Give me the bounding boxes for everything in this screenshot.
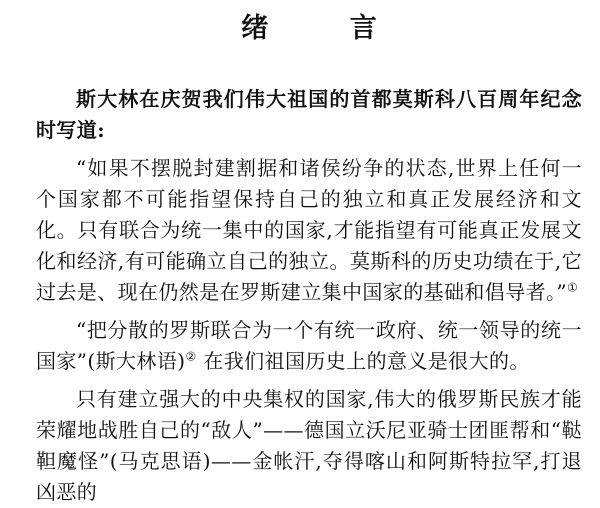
paragraph-3-tail: 在我们祖国历史上的意义是很大的。: [196, 349, 530, 373]
paragraph-2: [36, 153, 582, 308]
paragraph-2-text: “如果不摆脱封建割据和诸侯纷争的状态,世界上任何一个国家都不可能指望保持自己的独立和真正发展经济和文化。只有联合为统一集中的国家,才能指望有可能真正发展文化和经济,有可能确立自己的独立。莫斯科的历史功绩在于,它过去是、现在仍然是在罗斯建立集中国家的基础和倡导者。”: [36, 156, 582, 304]
footnote-1: ①: [567, 280, 579, 295]
footnote-2: ②: [185, 349, 197, 364]
paragraph-1: 斯大林在庆贺我们伟大祖国的首都莫斯科八百周年纪念时写道:: [36, 87, 582, 142]
paragraph-3-text: “把分散的罗斯联合为一个有统一政府、统一领导的统一国家”(斯大林语): [36, 318, 582, 373]
page-title: 绪 言: [241, 13, 413, 44]
paragraph-4: 只有建立强大的中央集权的国家,伟大的俄罗斯民族才能荣耀地战胜自己的“敌人”——德国立沃尼亚骑士团匪帮和“鞑靼魔怪”(马克思语)——金帐汗,夺得喀山和阿斯特拉罕,打退凶恶的: [36, 387, 582, 504]
document-body: [36, 84, 582, 508]
paragraph-3: [36, 315, 582, 377]
